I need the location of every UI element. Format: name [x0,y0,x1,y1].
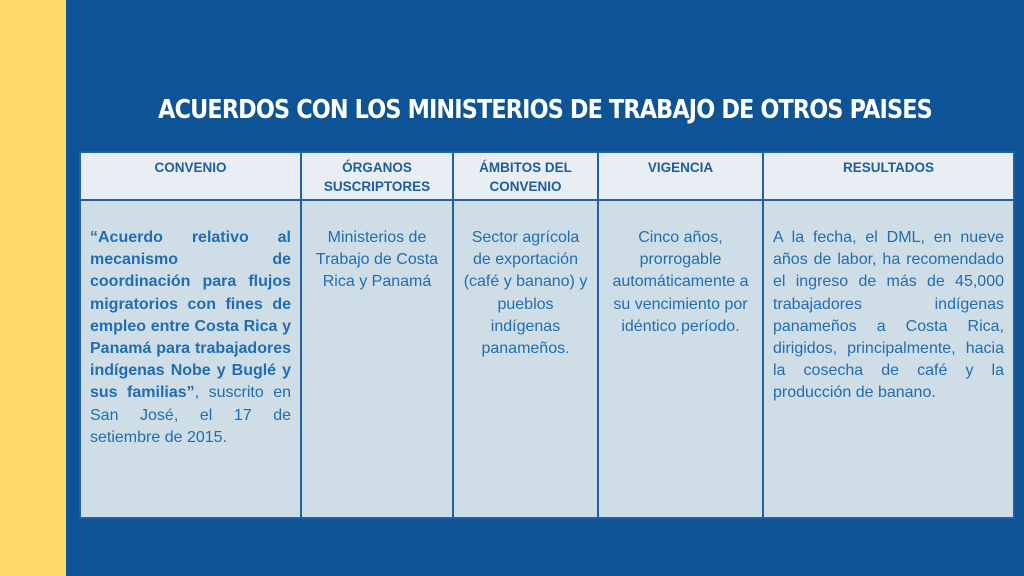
header-ambitos-del-convenio: ÁMBITOS DEL CONVENIO [453,152,598,200]
agreements-table [79,151,1015,519]
cell-resultados: A la fecha, el DML, en nueve años de labor, ha recomendado el ingreso de más de 45,000 trabajadores indígenas panameños a Costa Rica, dirigidos, principalmente, hacia la cosecha de café y la producción de banano. [763,200,1014,518]
cell-ambitos: Sector agrícola de exportación (café y banano) y pueblos indígenas panameños. [453,200,598,518]
table-header-row [80,152,1014,200]
table-row [80,200,1014,518]
convenio-details: , suscrito en San José, el 17 de setiembre de 2015. [90,384,291,446]
header-vigencia: VIGENCIA [598,152,763,200]
cell-organos: Ministerios de Trabajo de Costa Rica y Panamá [301,200,453,518]
header-organos-suscriptores: ÓRGANOS SUSCRIPTORES [301,152,453,200]
header-resultados: RESULTADOS [763,152,1014,200]
cell-convenio [80,200,301,518]
header-convenio: CONVENIO [80,152,301,200]
slide-title: ACUERDOS CON LOS MINISTERIOS DE TRABAJO DE OTROS PAISES [158,95,932,126]
convenio-title: “Acuerdo relativo al mecanismo de coordinación para flujos migratorios con fines de empleo entre Costa Rica y Panamá para trabajadores indígenas Nobe y Buglé y sus familias” [90,229,291,402]
accent-side-bar [0,0,66,576]
cell-vigencia: Cinco años, prorrogable automáticamente a su vencimiento por idéntico período. [598,200,763,518]
